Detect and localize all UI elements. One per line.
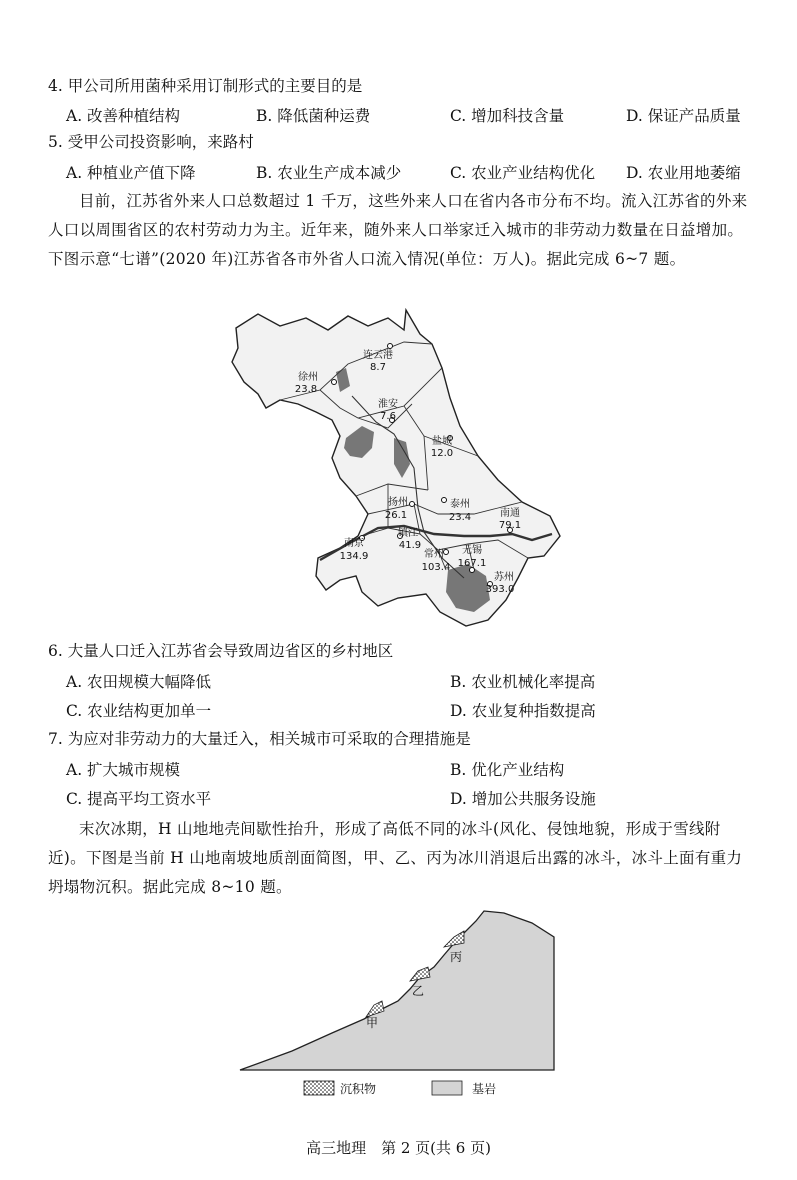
label-yi: 乙 bbox=[411, 984, 425, 998]
city-value-zhenjiang: 41.9 bbox=[398, 540, 422, 551]
city-value-wuxi: 167.1 bbox=[457, 558, 487, 569]
q4-option-d: D. 保证产品质量 bbox=[626, 107, 741, 125]
q7-option-c: C. 提高平均工资水平 bbox=[66, 790, 212, 808]
q5-option-b: B. 农业生产成本减少 bbox=[256, 164, 402, 182]
q7-option-a: A. 扩大城市规模 bbox=[66, 761, 181, 779]
question-6-stem: 6. 大量人口迁入江苏省会导致周边省区的乡村地区 bbox=[48, 642, 394, 660]
q7-option-d: D. 增加公共服务设施 bbox=[450, 790, 596, 808]
city-label-wuxi: 无锡 bbox=[462, 545, 482, 556]
question-4-stem: 4. 甲公司所用菌种采用订制形式的主要目的是 bbox=[48, 77, 363, 95]
city-label-nanjing: 南京 bbox=[344, 538, 364, 549]
city-label-yancheng: 盐城 bbox=[432, 436, 452, 447]
jiangsu-map bbox=[228, 308, 568, 630]
city-label-zhenjiang: 镇江 bbox=[398, 528, 418, 539]
city-dot-lianyungang bbox=[388, 344, 393, 349]
city-label-taizhou: 泰州 bbox=[450, 499, 470, 510]
passage-jiangsu: 目前，江苏省外来人口总数超过 1 千万，这些外来人口在省内各市分布不均。流入江苏省的外来人口以周围省区的农村劳动力为主。近年来，随外来人口举家迁入城市的非劳动力数量在日益增加。下图示意“七谱”(2020 年)江苏省各市外省人口流入情况(单位：万人)。据此完成 6~7 题。 bbox=[48, 192, 748, 268]
city-label-huaian: 淮安 bbox=[378, 399, 398, 410]
city-label-yangzhou: 扬州 bbox=[388, 497, 408, 508]
legend-bedrock-swatch bbox=[432, 1081, 462, 1095]
q6-option-d: D. 农业复种指数提高 bbox=[450, 702, 596, 720]
q4-option-b: B. 降低菌种运费 bbox=[256, 107, 371, 125]
geological-profile bbox=[232, 905, 564, 1105]
city-value-lianyungang: 8.7 bbox=[370, 362, 386, 373]
city-label-nantong: 南通 bbox=[500, 508, 520, 519]
city-label-xuzhou: 徐州 bbox=[298, 372, 318, 383]
label-jia: 甲 bbox=[365, 1016, 379, 1030]
q6-option-b: B. 农业机械化率提高 bbox=[450, 673, 596, 691]
city-label-changzhou: 常州 bbox=[424, 549, 444, 560]
city-label-lianyungang: 连云港 bbox=[363, 350, 393, 361]
q5-option-d: D. 农业用地萎缩 bbox=[626, 164, 741, 182]
city-dot-xuzhou bbox=[332, 380, 337, 385]
q4-option-a: A. 改善种植结构 bbox=[66, 107, 181, 125]
city-value-taizhou: 23.4 bbox=[448, 512, 472, 523]
city-value-huaian: 7.6 bbox=[380, 411, 396, 422]
city-label-suzhou: 苏州 bbox=[494, 572, 514, 583]
city-dot-taizhou bbox=[442, 498, 447, 503]
question-5-stem: 5. 受甲公司投资影响，来路村 bbox=[48, 133, 254, 151]
q4-option-c: C. 增加科技含量 bbox=[450, 107, 565, 125]
city-dot-yangzhou bbox=[410, 502, 415, 507]
q5-option-c: C. 农业产业结构优化 bbox=[450, 164, 596, 182]
legend-sediment-label: 沉积物 bbox=[340, 1082, 377, 1096]
legend-sediment-swatch bbox=[304, 1081, 334, 1095]
city-value-xuzhou: 23.8 bbox=[294, 384, 318, 395]
city-value-changzhou: 103.4 bbox=[421, 562, 451, 573]
bedrock-profile bbox=[240, 911, 554, 1070]
page-footer: 高三地理 第 2 页(共 6 页) bbox=[306, 1139, 491, 1157]
q6-option-c: C. 农业结构更加单一 bbox=[66, 702, 212, 720]
city-value-nanjing: 134.9 bbox=[339, 551, 369, 562]
question-7-stem: 7. 为应对非劳动力的大量迁入，相关城市可采取的合理措施是 bbox=[48, 730, 471, 748]
legend-bedrock-label: 基岩 bbox=[472, 1082, 497, 1096]
city-value-suzhou: 393.0 bbox=[485, 584, 515, 595]
q6-option-a: A. 农田规模大幅降低 bbox=[66, 673, 212, 691]
q7-option-b: B. 优化产业结构 bbox=[450, 761, 565, 779]
city-value-yancheng: 12.0 bbox=[430, 448, 454, 459]
city-value-nantong: 79.1 bbox=[498, 520, 522, 531]
label-bing: 丙 bbox=[449, 950, 463, 964]
passage-h-mountain: 末次冰期，H 山地地壳间歇性抬升，形成了高低不同的冰斗(风化、侵蚀地貌，形成于雪线附近)。下图是当前 H 山地南坡地质剖面简图，甲、乙、丙为冰川消退后出露的冰斗，冰斗上面有重力坍塌物沉积。据此完成 8~10 题。 bbox=[48, 820, 743, 896]
city-value-yangzhou: 26.1 bbox=[384, 510, 408, 521]
city-dot-changzhou bbox=[444, 550, 449, 555]
q5-option-a: A. 种植业产值下降 bbox=[66, 164, 196, 182]
